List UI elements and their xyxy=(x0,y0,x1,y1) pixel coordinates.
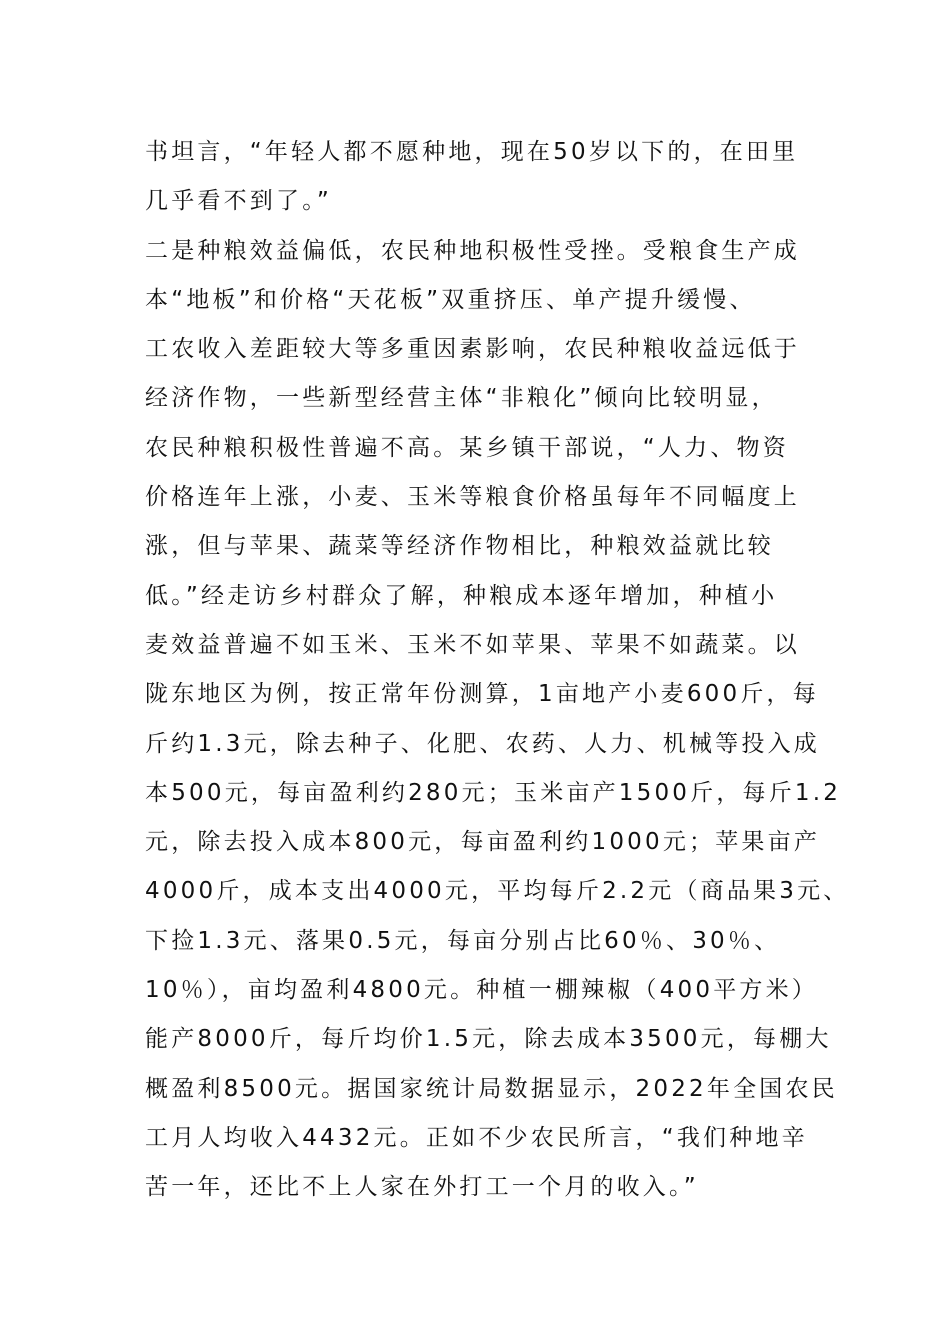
text-line: 下捡1.3元、落果0.5元，每亩分别占比60％、30％、 xyxy=(145,927,781,954)
text-line: 本“地板”和价格“天花板”双重挤压、单产提升缓慢、 xyxy=(145,286,756,313)
text-line: 苦一年，还比不上人家在外打工一个月的收入。” xyxy=(145,1174,699,1201)
text-line: 能产8000斤，每斤均价1.5元，除去成本3500元，每棚大 xyxy=(145,1026,832,1053)
text-line: 10％），亩均盈利4800元。种植一棚辣椒（400平方米） xyxy=(145,977,818,1004)
text-line: 陇东地区为例，按正常年份测算，1亩地产小麦600斤，每 xyxy=(145,681,819,708)
text-line: 农民种粮积极性普遍不高。某乡镇干部说，“人力、物资 xyxy=(145,434,789,461)
text-line: 元，除去投入成本800元，每亩盈利约1000元；苹果亩产 xyxy=(145,829,821,856)
text-line: 经济作物，一些新型经营主体“非粮化”倾向比较明显， xyxy=(145,385,778,412)
text-line: 工农收入差距较大等多重因素影响，农民种粮收益远低于 xyxy=(145,336,800,363)
text-line: 二是种粮效益偏低，农民种地积极性受挫。受粮食生产成 xyxy=(145,237,800,264)
text-line: 4000斤，成本支出4000元，平均每斤2.2元（商品果3元、 xyxy=(145,878,850,905)
body-text xyxy=(145,128,850,1213)
text-line: 概盈利8500元。据国家统计局数据显示，2022年全国农民 xyxy=(145,1075,838,1102)
text-line: 低。”经走访乡村群众了解，种粮成本逐年增加，种植小 xyxy=(145,582,778,609)
text-line: 斤约1.3元，除去种子、化肥、农药、人力、机械等投入成 xyxy=(145,730,820,757)
text-line: 涨，但与苹果、蔬菜等经济作物相比，种粮效益就比较 xyxy=(145,533,774,560)
text-line: 工月人均收入4432元。正如不少农民所言，“我们种地辛 xyxy=(145,1124,808,1151)
text-line: 价格连年上涨，小麦、玉米等粮食价格虽每年不同幅度上 xyxy=(145,484,800,511)
text-line: 几乎看不到了。” xyxy=(145,188,333,215)
text-line: 本500元，每亩盈利约280元；玉米亩产1500斤，每斤1.2 xyxy=(145,779,842,806)
text-line: 麦效益普遍不如玉米、玉米不如苹果、苹果不如蔬菜。以 xyxy=(145,631,800,658)
text-line: 书坦言，“年轻人都不愿种地，现在50岁以下的，在田里 xyxy=(145,139,799,165)
